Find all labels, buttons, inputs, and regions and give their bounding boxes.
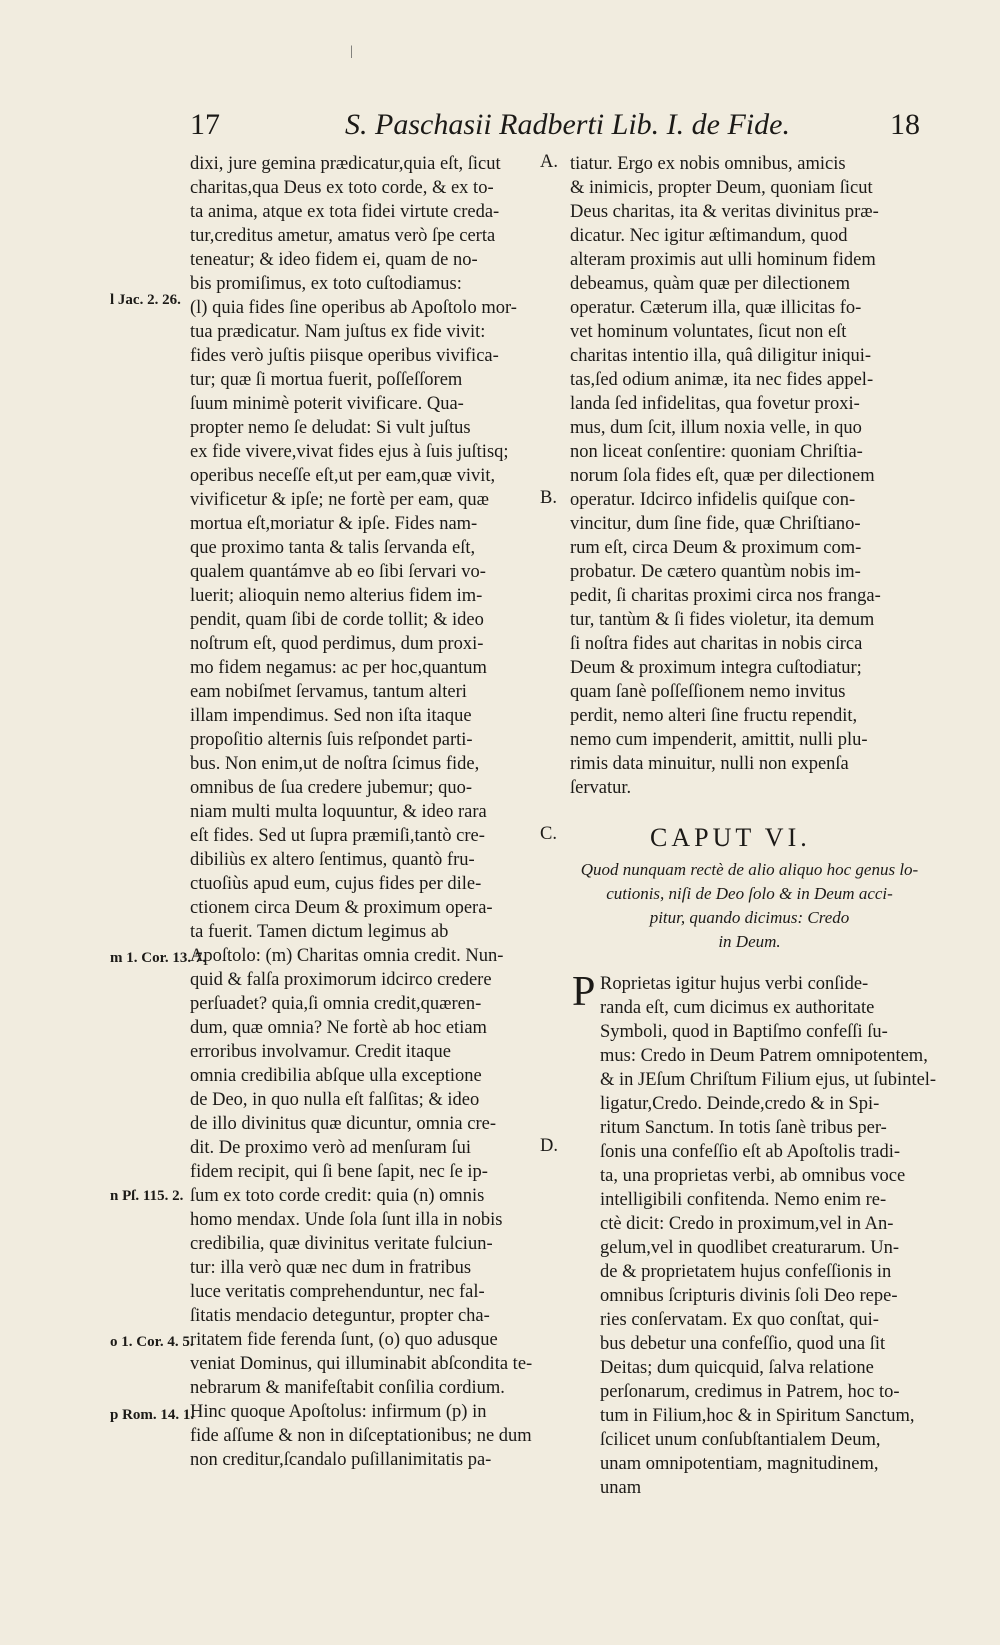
left-column-line: pendit, quam ſibi de corde tollit; & ideo [190,610,484,630]
right-column-line: vincitur, dum ſine fide, quæ Chriſtiano- [570,514,861,534]
left-column-line: ctionem circa Deum & proximum opera- [190,898,493,918]
marginal-note-m: m 1. Cor. 13. 7. [110,950,207,966]
right-page-number: 18 [890,108,920,141]
section-letter-a: A. [540,152,558,172]
left-column-line: teneatur; & ideo fidem ei, quam de no- [190,250,478,270]
left-column-line: bis promiſimus, ex toto cuſtodiamus: [190,274,462,294]
right-column-line: mus, dum ſcit, illum noxia velle, in quo [570,418,862,438]
right-column-line: alteram proximis aut ulli hominum fidem [570,250,876,270]
marginal-note-p: p Rom. 14. 1. [110,1407,195,1423]
chapter-text-line: mus: Credo in Deum Patrem omnipotentem, [600,1046,928,1066]
chapter-subtitle [572,858,927,954]
chapter-text-line: unam [600,1478,642,1498]
left-column-line: vivificetur & ipſe; ne fortè per eam, quæ [190,490,489,510]
chapter-subtitle-line: Quod nunquam rectè de alio aliquo hoc genus lo- [580,860,919,879]
right-column-line: probatur. De cætero quantùm nobis im- [570,562,861,582]
right-column-line: landa ſed infidelitas, qua fovetur proxi- [570,394,860,414]
left-column-line: noſtrum eſt, quod perdimus, dum proxi- [190,634,484,654]
right-column-line: ſervatur. [570,778,632,798]
marginal-note-n: n Pſ. 115. 2. [110,1188,184,1204]
left-column [190,152,535,1472]
left-column-line: eſt fides. Sed ut ſupra præmiſi,tantò cre- [190,826,485,846]
left-column-line: mo fidem negamus: ac per hoc,quantum [190,658,487,678]
left-column-line: luerit; alioquin nemo alterius fidem im- [190,586,483,606]
left-column-line: omnia credibilia abſque ulla exceptione [190,1066,482,1086]
marginal-note-o: o 1. Cor. 4. 5. [110,1334,194,1350]
chapter-text-line: perſonarum, credimus in Patrem, hoc to- [600,1382,900,1402]
right-column-chapter-text [600,972,937,1500]
left-column-line: ſum ex toto corde credit: quia (n) omnis [190,1186,485,1206]
left-column-line: Apoſtolo: (m) Charitas omnia credit. Nun- [190,946,504,966]
left-column-line: ritatem fide ferenda ſunt, (o) quo adusque [190,1330,498,1350]
left-column-line: luce veritatis comprehenduntur, nec fal- [190,1282,485,1302]
left-column-line: de Deo, in quo nulla eſt falſitas; & ideo [190,1090,480,1110]
chapter-text-line: unam omnipotentiam, magnitudinem, [600,1454,879,1474]
left-column-line: charitas,qua Deus ex toto corde, & ex to- [190,178,494,198]
right-column-line: vet hominum voluntates, ſicut non eſt [570,322,847,342]
chapter-text-line: Roprietas igitur hujus verbi conſide- [600,974,869,994]
right-column-line: tiatur. Ergo ex nobis omnibus, amicis [570,154,846,174]
right-column-line: pedit, ſi charitas proximi circa nos franga- [570,586,881,606]
right-column-line: tur, tantùm & ſi fides violetur, ita demum [570,610,875,630]
left-column-line: mortua eſt,moriatur & ipſe. Fides nam- [190,514,478,534]
left-column-line: dixi, jure gemina prædicatur,quia eſt, ſicut [190,154,501,174]
section-letter-d: D. [540,1136,558,1156]
left-column-line: tur,creditus ametur, amatus verò ſpe certa [190,226,496,246]
left-column-line: ta fuerit. Tamen dictum legimus ab [190,922,449,942]
left-column-line: homo mendax. Unde ſola ſunt illa in nobis [190,1210,503,1230]
right-column [570,152,930,800]
chapter-text-line: randa eſt, cum dicimus ex authoritate [600,998,875,1018]
right-column-line: quam ſanè poſſeſſionem nemo invitus [570,682,846,702]
left-column-line: erroribus involvamur. Credit itaque [190,1042,451,1062]
chapter-text-line: ta, una proprietas verbi, ab omnibus voce [600,1166,906,1186]
section-letter-c: C. [540,824,557,844]
right-column-line: rimis data minuitur, nulli non expenſa [570,754,849,774]
left-column-line: omnibus de ſua credere jubemur; quo- [190,778,473,798]
chapter-text-line: omnibus ſcripturis divinis ſoli Deo repe- [600,1286,898,1306]
left-column-line: fides verò juſtis piisque operibus vivifica- [190,346,499,366]
right-column-line: operatur. Idcirco infidelis quiſque con- [570,490,856,510]
left-column-line: ſuum minimè poterit vivificare. Qua- [190,394,464,414]
left-column-line: bus. Non enim,ut de noſtra ſcimus fide, [190,754,480,774]
chapter-subtitle-line: pitur, quando dicimus: Credo [649,908,850,927]
left-column-line: operibus neceſſe eſt,ut per eam,quæ vivit, [190,466,496,486]
chapter-text-line: bus debetur una confeſſio, quod una ſit [600,1334,886,1354]
right-column-line: & inimicis, propter Deum, quoniam ſicut [570,178,873,198]
right-column-line: Deum & proximum integra cuſtodiatur; [570,658,862,678]
left-column-line: quid & falſa proximorum idcirco credere [190,970,492,990]
chapter-title: CAPUT VI. [650,823,811,852]
left-column-line: fide aſſume & non in diſceptationibus; ne dum [190,1426,532,1446]
chapter-text-line: intelligibili confitenda. Nemo enim re- [600,1190,887,1210]
left-column-line: ctuoſiùs apud eum, cujus fides per dile- [190,874,482,894]
chapter-text-line: tum in Filium,hoc & in Spiritum Sanctum, [600,1406,915,1426]
left-column-line: qualem quantámve ab eo ſibi ſervari vo- [190,562,486,582]
left-column-line: fidem recipit, qui ſi bene ſapit, nec ſe ip- [190,1162,488,1182]
running-title: S. Paschasii Radberti Lib. I. de Fide. [345,108,790,141]
left-column-line: ex fide vivere,vivat fides ejus à ſuis juſtisq; [190,442,509,462]
left-column-line: eam nobiſmet ſervamus, tantum alteri [190,682,467,702]
running-header [180,108,920,150]
drop-cap: P [572,969,596,1015]
marginal-note-l: l Jac. 2. 26. [110,292,181,308]
left-column-line: credibilia, quæ divinitus veritate fulciun- [190,1234,493,1254]
left-column-line: niam multi multa loquuntur, & ideo rara [190,802,487,822]
left-column-line: illam impendimus. Sed non iſta itaque [190,706,472,726]
left-column-line: dit. De proximo verò ad menſuram ſui [190,1138,472,1158]
tick-mark: | [350,44,353,59]
left-column-line: ta anima, atque ex tota fidei virtute creda- [190,202,500,222]
right-column-line: norum ſola fides eſt, quæ per dilectionem [570,466,875,486]
right-column-line: nemo cum impenderit, amittit, nulli plu- [570,730,868,750]
left-column-line: ſitatis mendacio deteguntur, propter cha- [190,1306,490,1326]
chapter-text-line: de & proprietatem hujus confeſſionis in [600,1262,892,1282]
chapter-text-line: gelum,vel in quodlibet creaturarum. Un- [600,1238,899,1258]
chapter-text-line: ries conſervatam. Ex quo conſtat, qui- [600,1310,879,1330]
chapter-text-line: ctè dicit: Credo in proximum,vel in An- [600,1214,894,1234]
right-column-line: perdit, nemo alteri ſine fructu rependit, [570,706,858,726]
left-column-line: propoſitio alternis ſuis reſpondet parti- [190,730,473,750]
chapter-subtitle-line: in Deum. [718,932,781,951]
right-column-line: ſi noſtra fides aut charitas in nobis circa [570,634,863,654]
right-column-line: operatur. Cæterum illa, quæ illicitas fo- [570,298,862,318]
chapter-text-line: ritum Sanctum. In totis ſanè tribus per- [600,1118,887,1138]
chapter-subtitle-line: cutionis, niſi de Deo ſolo & in Deum acci- [606,884,893,903]
left-column-line: tua prædicatur. Nam juſtus ex fide vivit: [190,322,486,342]
section-letter-b: B. [540,488,557,508]
left-column-line: tur; quæ ſi mortua fuerit, poſſeſſorem [190,370,463,390]
left-column-line: dibiliùs ex altero ſentimus, quantò fru- [190,850,475,870]
left-column-line: nebrarum & manifeſtabit conſilia cordium. [190,1378,505,1398]
left-column-line: que proximo tanta & talis ſervanda eſt, [190,538,476,558]
left-page-number: 17 [190,108,220,141]
chapter-text-line: ſonis una confeſſio eſt ab Apoſtolis tradi- [600,1142,901,1162]
left-column-line: de illo divinitus quæ dicuntur, omnia cre- [190,1114,496,1134]
chapter-text-line: Symboli, quod in Baptiſmo confeſſi ſu- [600,1022,888,1042]
chapter-text-line: ligatur,Credo. Deinde,credo & in Spi- [600,1094,880,1114]
left-column-line: non creditur,ſcandalo puſillanimitatis pa- [190,1450,492,1470]
right-column-line: tas,ſed odium animæ, ita nec fides appel- [570,370,874,390]
left-column-line: tur: illa verò quæ nec dum in fratribus [190,1258,472,1278]
left-column-line: veniat Dominus, qui illuminabit abſcondita te- [190,1354,533,1374]
chapter-text-line: ſcilicet unum conſubſtantialem Deum, [600,1430,881,1450]
left-column-line: perſuadet? quia,ſi omnia credit,quæren- [190,994,482,1014]
right-column-line: dicatur. Nec igitur æſtimandum, quod [570,226,848,246]
right-column-line: rum eſt, circa Deum & proximum com- [570,538,862,558]
left-column-line: Hinc quoque Apoſtolus: infirmum (p) in [190,1402,487,1422]
left-column-line: propter nemo ſe deludat: Si vult juſtus [190,418,471,438]
right-column-line: debeamus, quàm quæ per dilectionem [570,274,850,294]
right-column-line: Deus charitas, ita & veritas divinitus præ- [570,202,879,222]
left-column-line: dum, quæ omnia? Ne fortè ab hoc etiam [190,1018,487,1038]
chapter-text-line: Deitas; dum quicquid, ſalva relatione [600,1358,874,1378]
right-column-line: non liceat conſentire: quoniam Chriſtia- [570,442,863,462]
left-column-line: (l) quia fides ſine operibus ab Apoſtolo mor- [190,298,517,318]
right-column-line: charitas intentio illa, quâ diligitur iniqui- [570,346,872,366]
chapter-text-line: & in JEſum Chriſtum Filium ejus, ut ſubintel- [600,1070,937,1090]
